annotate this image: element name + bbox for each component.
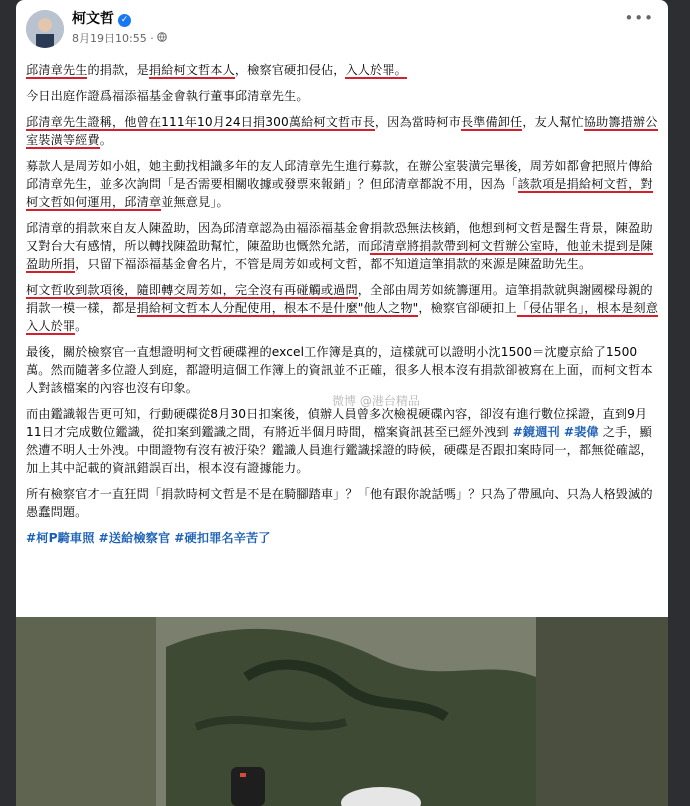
- post-meta: 8月19日10:55 ·: [72, 32, 167, 46]
- avatar[interactable]: [26, 10, 64, 48]
- paragraph-3: [26, 113, 658, 149]
- underlined-text: 該款項是捐給柯文哲，對柯文哲如何運用，邱清章: [26, 177, 653, 209]
- underlined-text: 「侵佔罪名」，根本是刻意入人於罪: [26, 301, 659, 333]
- text: ，全部由周芳如統籌運用。這筆捐款就與謝國樑母親的捐款一模一樣，都是: [26, 283, 653, 315]
- text: 的捐款，是: [87, 63, 149, 77]
- underlined-text: 協助籌措辦公室裝潢等經費: [26, 115, 658, 147]
- globe-icon: [157, 32, 167, 45]
- underlined-text: 柯文哲收到款項後，隨即轉交周芳如，完全沒有再碰觸或過問: [26, 283, 358, 297]
- paragraph-6: [26, 281, 658, 335]
- underlined-text: 長準備卸任: [460, 115, 523, 129]
- text: 募款人是周芳如小姐，她主動找相識多年的友人邱清章先生進行募款，在辦公室裝潢完畢後，周芳如都會把照片傳給邱清章先生，並多次詢問「是否需要相關收據或發票來報銷」？但邱清章都說不用，因為「: [26, 159, 653, 191]
- text: 而由鑑識報告更可知，行動硬碟從8月30日扣案後，偵辦人員曾多次檢視硬碟內容，卻沒有進行數位採證，直到9月11日才完成數位鑑識，從扣案到鑑識之間，有將近半個月時間，檔案資訊甚至已經外洩到: [26, 407, 648, 439]
- post-header: [16, 0, 668, 56]
- text: ，因為當時柯市: [374, 115, 461, 129]
- text: 之手，顯然遭不明人士外洩。中間證物有沒有被汙染？鑑識人員進行鑑識採證的時候，硬碟是否跟扣案時同一，都無從確認，加上其中記載的資訊錯誤百出，根本沒有證據能力。: [26, 425, 653, 475]
- text: ，檢察官硬扣侵佔，: [234, 63, 346, 77]
- paragraph-4: [26, 157, 658, 211]
- hashtag-row: [26, 529, 658, 547]
- post-photo[interactable]: [16, 617, 668, 806]
- underlined-text: 捐給柯文哲本人分配使用，根本不是什麼"他人之物": [136, 301, 419, 315]
- post-photo-image: [16, 617, 668, 806]
- paragraph-8: [26, 405, 658, 477]
- underlined-text: 邱清章先生: [26, 63, 88, 77]
- text: 。: [75, 319, 88, 333]
- underlined-text: 邱清章將捐款帶到柯文哲辦公室時，他並未提到是陳盈助所捐: [26, 239, 653, 271]
- post-date[interactable]: 8月19日10:55: [72, 32, 147, 45]
- text: ，友人幫忙: [522, 115, 584, 129]
- text: ，檢察官卻硬扣上: [418, 301, 517, 315]
- weibo-watermark: 微博 @港台精品: [332, 394, 420, 408]
- avatar-image: [26, 10, 64, 48]
- text: 邱清章的捐款來自友人陳盈助，因為邱清章認為由福添福基金會捐款恐無法核銷，他想到柯文哲是醫生背景，陳盈助又對台大有感情，所以轉找陳盈助幫忙，陳盈助也慨然允諾，而: [26, 221, 653, 253]
- text: ，只留下福添福基金會名片，不管是周芳如或柯文哲，都不知道這筆捐款的來源是陳盈助先生。: [75, 257, 592, 271]
- post-body: [26, 61, 658, 555]
- paragraph-2: 今日出庭作證爲福添福基金會執行董事邱清章先生。: [26, 89, 309, 103]
- post-card: [16, 0, 668, 806]
- underlined-text: 捐給柯文哲本人: [148, 63, 235, 77]
- ellipsis-icon[interactable]: •••: [624, 9, 654, 27]
- hashtag-link[interactable]: #鏡週刊: [512, 425, 560, 439]
- author-name[interactable]: 柯文哲: [72, 11, 114, 27]
- underlined-text: 入人於罪。: [345, 63, 407, 77]
- hashtag-link[interactable]: #硬扣罪名辛苦了: [174, 531, 271, 545]
- paragraph-7: 最後，關於檢察官一直想證明柯文哲硬碟裡的excel工作簿是真的，這樣就可以證明小沈1500＝沈慶京給了1500萬。然而隨著多位證人到庭，都證明這個工作簿上的資訊並不正確，很多人根本沒有捐款卻被寫在上面，而柯文哲本人對該檔案的內容也沒有印象。: [26, 345, 653, 395]
- hashtag-link[interactable]: #送給檢察官: [98, 531, 171, 545]
- text: 並無意見」。: [161, 195, 229, 209]
- text: 。: [99, 133, 113, 147]
- paragraph-5: [26, 219, 658, 273]
- underlined-text: 邱清章先生證稱，他曾在111年10月24日捐300萬給柯文哲市長: [26, 115, 375, 129]
- hashtag-link[interactable]: #裴偉: [563, 425, 599, 439]
- paragraph-1: [26, 61, 658, 79]
- verified-badge-icon: ✓: [118, 14, 131, 27]
- hashtag-link[interactable]: #柯P騎車照: [26, 531, 95, 545]
- author-name-row: [72, 10, 131, 28]
- paragraph-9: 所有檢察官才一直狂問「捐款時柯文哲是不是在騎腳踏車」？「他有跟你說話嗎」？只為了帶風向、只為人格毀滅的愚蠢問題。: [26, 487, 653, 519]
